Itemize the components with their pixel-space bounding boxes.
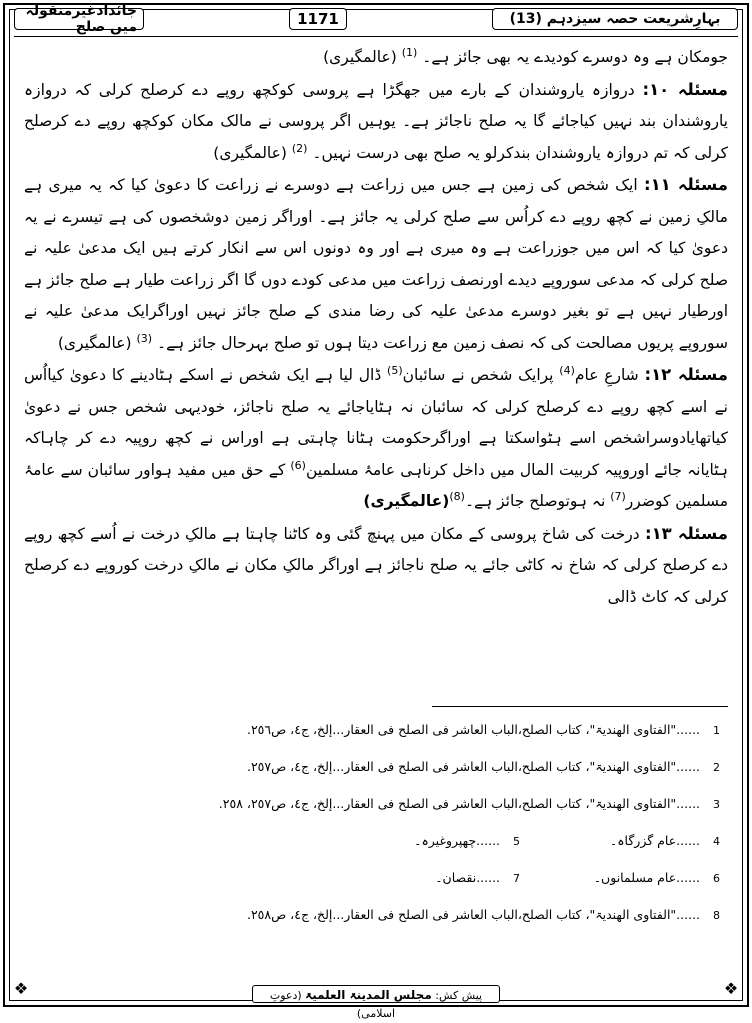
paragraph-text: شارعِ عام: [574, 366, 639, 384]
footnote-ref: (4): [559, 363, 575, 377]
page-footer: [252, 985, 500, 1020]
footnote-text: ......"الفتاوی الھندیۃ"، کتاب الصلح،الباب العاشر فی الصلح فی العقار...إلخ، ج٤، ص٢٥٨.: [246, 907, 701, 922]
footnote-5: [320, 827, 520, 864]
paragraph-text: ایک شخص کی زمین ہے جس میں زراعت ہے دوسرے نے زراعت کا دعویٰ کیا کہ یہ میری ہے مالکِ زمین نے کچھ روپے دے کراُس سے صلح کرلی یہ جائز ہے۔ اوراگر زمین دوشخصوں کی ہے تیسرے نے یہ دعویٰ کیا کہ اس میں جوزراعت ہے وہ میری ہے اور وہ دونوں اس سے انکار کرتے ہیں ایک مدعیٰ علیہ نے صلح کرلی کہ مدعی سوروپے دیدے اورنصف زراعت میں مدعی کودے دوں گا اگر زراعت طیار ہے صلح جائز ہے اورطیار نہیں ہے تو بغیر دوسرے مدعیٰ علیہ کی رضا مندی کے صلح جائز نہیں اوراگرایک مدعیٰ علیہ نے سوروپے پریوں مصالحت کی کہ نصف زمین مع زراعت دیتا ہوں تو صلح بہرحال جائز ہے۔: [24, 176, 728, 352]
footnote-number: 8: [713, 909, 720, 922]
masala-label: مسئلہ ۱۱:: [643, 175, 728, 194]
footnote-number: 7: [513, 872, 520, 885]
footnote-3: [60, 790, 720, 827]
header-divider: [14, 36, 738, 37]
footnote-2: [60, 753, 720, 790]
masala-13: [24, 518, 728, 614]
footnote-ref: (3): [136, 331, 153, 345]
masala-10: [24, 74, 728, 170]
masala-11: [24, 169, 728, 359]
book-title: بہارِشریعت حصہ سیزدہم (13): [492, 8, 738, 30]
paragraph-continuation: [24, 42, 728, 74]
footnote-number: 4: [713, 835, 720, 848]
footnote-divider: [432, 706, 728, 707]
footnote-number: 5: [513, 835, 520, 848]
footnote-6: [520, 864, 720, 901]
masala-label: مسئلہ ۱۲:: [644, 365, 728, 384]
chapter-title: جائدادغیرمنقولہ میں صلح: [14, 8, 144, 30]
footnote-ref: (6): [290, 458, 306, 472]
footnote-ref: (2): [291, 141, 308, 155]
footnote-text: ......"الفتاوی الھندیۃ"، کتاب الصلح،الباب العاشر فی الصلح فی العقار...إلخ، ج٤، ص٢٥٦.: [246, 722, 701, 737]
source-citation: (عالمگیری): [213, 143, 287, 162]
footnote-text: ......"الفتاوی الھندیۃ"، کتاب الصلح،الباب العاشر فی الصلح فی العقار...إلخ، ج٤، ص٢٥٧، ٢٥٨.: [218, 796, 701, 811]
footnote-ref: (1): [401, 45, 418, 59]
footnote-row: [60, 864, 720, 901]
footnote-7: [320, 864, 520, 901]
publisher-name: مجلس المدینۃ العلمیۃ: [305, 988, 432, 1002]
footnote-ref: (8): [449, 489, 465, 503]
paragraph-text: پرایک شخص نے سائبان: [402, 366, 560, 384]
footnotes: [60, 716, 720, 938]
footnote-8: [60, 901, 720, 938]
paragraph-text: ڈال لیا ہے ایک شخص نے اسکے ہٹادینے کا دعویٰ کیااُس نے اسے کچھ روپے دے کرصلح کرلی کہ سائبان نہ ہٹایاجائے یہ صلح ناجائز، خودیہی شخص جس نے دعویٰ کیاتھایادوسراشخص اسے ہٹواسکتا ہے اوراگرحکومت ہٹانا چاہتی ہے اوراس نے کچھ روپیہ دے کر چاہاکہ ہٹایانہ جائے اوروپیہ کربیت المال میں داخل کرناہی عامۂ مسلمین: [24, 366, 728, 479]
corner-ornament-icon: ❖: [720, 978, 742, 1000]
paragraph-text: کے حق میں مفید ہواور سائبان سے عامۂ مسلمین کوضرر: [24, 460, 728, 510]
corner-ornament-icon: ❖: [10, 978, 32, 1000]
masala-label: مسئلہ ۱۰:: [642, 79, 728, 99]
footnote-text: ......عام مسلمانوں۔: [593, 870, 701, 885]
footnote-text: ......نقصان۔: [435, 870, 501, 885]
body-text: [24, 42, 728, 613]
page-header: [14, 3, 738, 35]
footnote-number: 6: [713, 872, 720, 885]
paragraph-text: دروازہ یاروشندان کے بارے میں جھگڑا ہے پروسی کوکچھ روپے دے کرصلح کرلی کہ دروازہ یاروشندان بند نہیں کیاجائے گا یہ صلح ناجائز ہے۔ یوہیں اگر پروسی نے مالک مکان کوکچھ روپے دے کرصلح کرلی کہ تم دروازہ یاروشندان بندکرلو یہ صلح بھی درست نہیں۔: [24, 80, 728, 162]
source-citation: (عالمگیری): [363, 492, 450, 510]
footnote-number: 3: [713, 798, 720, 811]
footnote-row: [60, 827, 720, 864]
footnote-4: [520, 827, 720, 864]
footnote-ref: (5): [387, 363, 403, 377]
footnote-1: [60, 716, 720, 753]
paragraph-text: نہ ہوتوصلح جائز ہے۔: [464, 492, 611, 510]
footnote-text: ......چھپروغیرہ۔: [414, 833, 501, 848]
footnote-text: ......"الفتاوی الھندیۃ"، کتاب الصلح،الباب العاشر فی الصلح فی العقار...إلخ، ج٤، ص٢٥٧.: [246, 759, 701, 774]
footnote-text: ......عام گزرگاہ۔: [609, 833, 701, 848]
paragraph-text: درخت کی شاخ پروسی کے مکان میں پہنچ گئی وہ کاٹنا چاہتا ہے مالکِ درخت نے اُسے کچھ روپے دے کرصلح کرلی کہ شاخ نہ کاٹی جائے یہ صلح ناجائز ہے اوراگر مالکِ مکان نے مالکِ درخت کوروپے دے کرصلح کرلی کہ کاٹ ڈالی: [24, 524, 728, 606]
footnote-number: 1: [713, 724, 720, 737]
masala-12: [24, 359, 728, 518]
masala-label: مسئلہ ۱۳:: [644, 523, 728, 543]
source-citation: (عالمگیری): [57, 333, 132, 352]
publisher-note: (دعوتِ اسلامی): [269, 989, 396, 1020]
footnote-ref: (7): [610, 489, 626, 503]
footnote-number: 2: [713, 761, 720, 774]
footer-prefix: پیش کش:: [435, 989, 483, 1002]
page-number: 1171: [289, 8, 347, 30]
paragraph-text: جومکان ہے وہ دوسرے کودیدے یہ بھی جائز ہے۔: [422, 48, 728, 66]
source-citation: (عالمگیری): [323, 48, 397, 66]
